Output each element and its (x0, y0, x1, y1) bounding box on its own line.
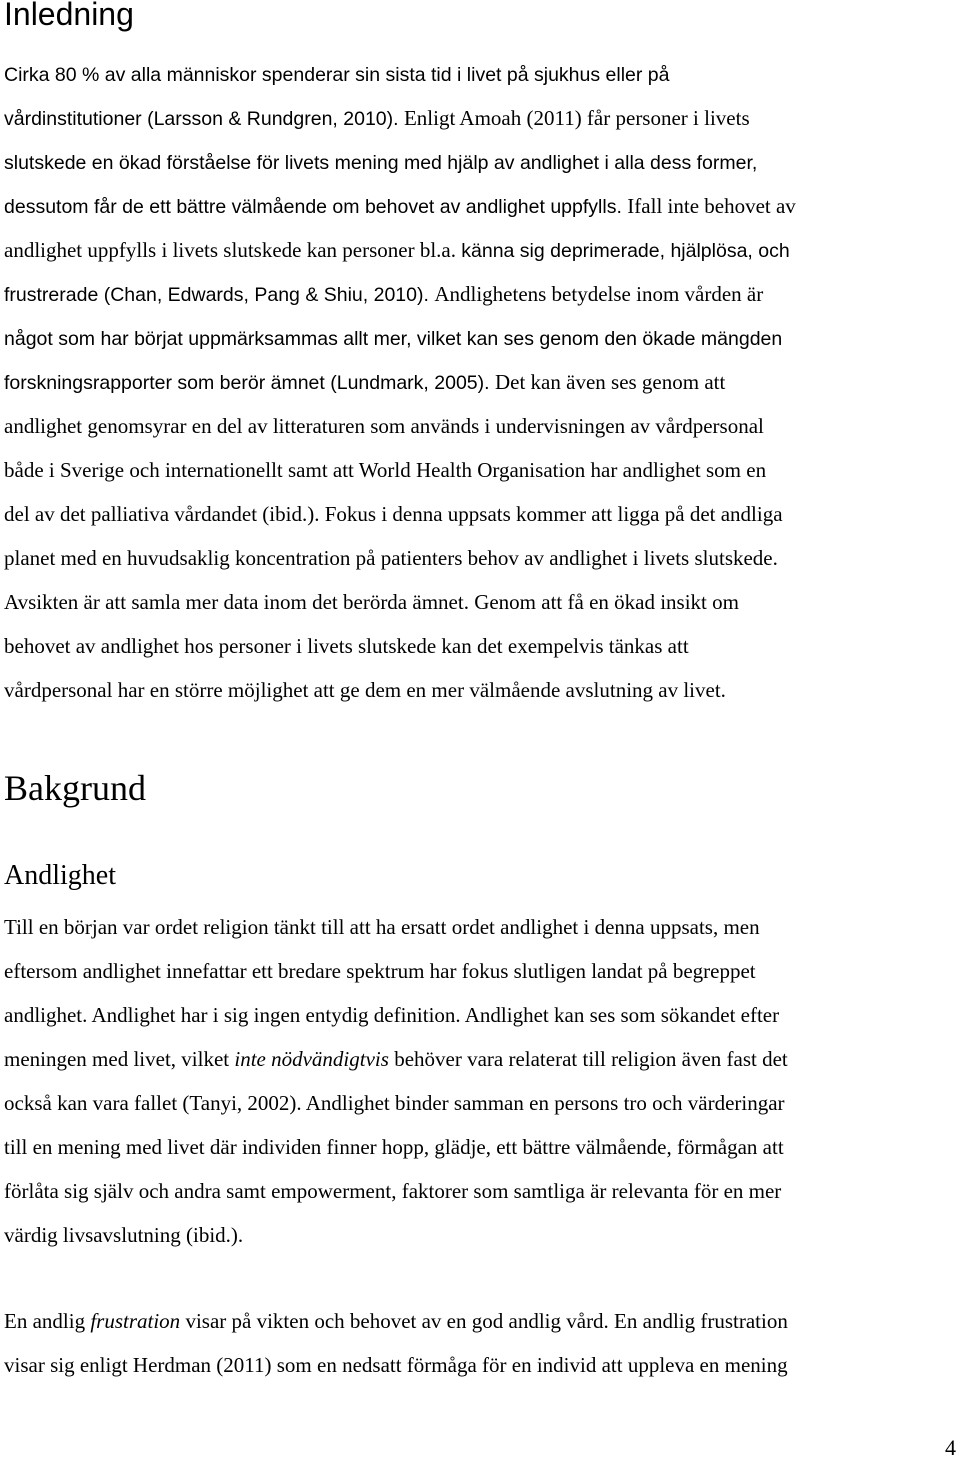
text-run: planet med en huvudsaklig koncentration på patienters behov av andlighet i livets slutskede. (4, 546, 778, 570)
text-run: vårdinstitutioner (Larsson & Rundgren, 2010). (4, 108, 404, 130)
text-line (4, 448, 960, 492)
text-run: meningen med livet, vilket (4, 1047, 235, 1071)
text-line (4, 1343, 960, 1387)
text-run: Det kan även ses genom att (494, 370, 726, 394)
text-run: behovet av andlighet hos personer i livets slutskede kan det exempelvis tänkas att (4, 634, 689, 658)
text-run: något som har börjat uppmärksammas allt mer, vilket kan ses genom den ökade mängden (4, 328, 783, 350)
text-line (4, 580, 960, 624)
intro-paragraph (4, 52, 960, 712)
text-run: behöver vara relaterat till religion även fast det (388, 1047, 788, 1071)
text-line (4, 624, 960, 668)
text-run: del av det palliativa vårdandet (ibid.). Fokus i denna uppsats kommer att ligga på det andliga (4, 502, 783, 526)
text-run: Avsikten är att samla mer data inom det berörda ämnet. Genom att få en ökad insikt om (4, 590, 739, 614)
text-run: slutskede en ökad förståelse för livets mening med hjälp av andlighet i alla dess former, (4, 152, 758, 174)
text-line (4, 184, 960, 228)
text-run: Enligt Amoah (2011) får personer i livets (403, 106, 750, 130)
page-number: 4 (945, 1435, 956, 1460)
italic-text: inte nödvändigtvis (234, 1047, 389, 1071)
text-run: Andlighetens betydelse inom vården är (434, 282, 764, 306)
text-line (4, 404, 960, 448)
text-run: Till en början var ordet religion tänkt till att ha ersatt ordet andlighet i denna uppsats, men (4, 915, 760, 939)
text-line (4, 905, 960, 949)
text-run: till en mening med livet där individen finner hopp, glädje, ett bättre välmående, förmågan att (4, 1135, 784, 1159)
text-run: frustrerade (Chan, Edwards, Pang & Shiu, 2010). (4, 284, 435, 306)
text-line (4, 1125, 960, 1169)
text-line (4, 1213, 960, 1257)
text-line (4, 492, 960, 536)
text-line (4, 52, 960, 96)
text-run: visar sig enligt Herdman (2011) som en nedsatt förmåga för en individ att uppleva en mening (4, 1353, 788, 1377)
text-line (4, 1299, 960, 1343)
text-run: andlighet genomsyrar en del av litteraturen som används i undervisningen av vårdpersonal (4, 414, 764, 438)
frustration-paragraph (4, 1299, 960, 1387)
text-line (4, 1169, 960, 1213)
heading-inledning: Inledning (4, 0, 134, 32)
text-line (4, 993, 960, 1037)
text-line (4, 360, 960, 404)
text-run: visar på vikten och behovet av en god andlig vård. En andlig frustration (180, 1309, 788, 1333)
italic-text: frustration (90, 1309, 181, 1333)
subheading-andlighet: Andlighet (4, 860, 116, 891)
text-run: andlighet. Andlighet har i sig ingen entydig definition. Andlighet kan ses som sökandet efter (4, 1003, 780, 1027)
text-line (4, 668, 960, 712)
text-run: både i Sverige och internationellt samt att World Health Organisation har andlighet som en (4, 458, 767, 482)
text-run: vårdpersonal har en större möjlighet att ge dem en mer välmående avslutning av livet. (4, 678, 726, 702)
text-line (4, 140, 960, 184)
text-line (4, 272, 960, 316)
text-run: Ifall inte behovet av (627, 194, 796, 218)
text-run: värdig livsavslutning (ibid.). (4, 1223, 244, 1247)
text-line (4, 1081, 960, 1125)
text-line (4, 96, 960, 140)
text-line (4, 228, 960, 272)
text-run: En andlig (4, 1309, 91, 1333)
text-line (4, 949, 960, 993)
text-run: också kan vara fallet (Tanyi, 2002). Andlighet binder samman en persons tro och värderingar (4, 1091, 785, 1115)
text-run: forskningsrapporter som berör ämnet (Lundmark, 2005). (4, 372, 495, 394)
text-run: förlåta sig själv och andra samt empowerment, faktorer som samtliga är relevanta för en mer (4, 1179, 782, 1203)
text-run: känna sig deprimerade, hjälplösa, och (461, 240, 790, 262)
text-run: dessutom får de ett bättre välmående om behovet av andlighet uppfylls. (4, 196, 628, 218)
text-run: andlighet uppfylls i livets slutskede kan personer bl.a. (4, 238, 462, 262)
text-run: Cirka 80 % av alla människor spenderar sin sista tid i livet på sjukhus eller på (4, 64, 670, 86)
andlighet-paragraph (4, 905, 960, 1257)
text-line (4, 536, 960, 580)
text-line (4, 1037, 960, 1081)
text-line (4, 316, 960, 360)
text-run: eftersom andlighet innefattar ett bredare spektrum har fokus slutligen landat på begreppet (4, 959, 756, 983)
heading-bakgrund: Bakgrund (4, 768, 146, 808)
